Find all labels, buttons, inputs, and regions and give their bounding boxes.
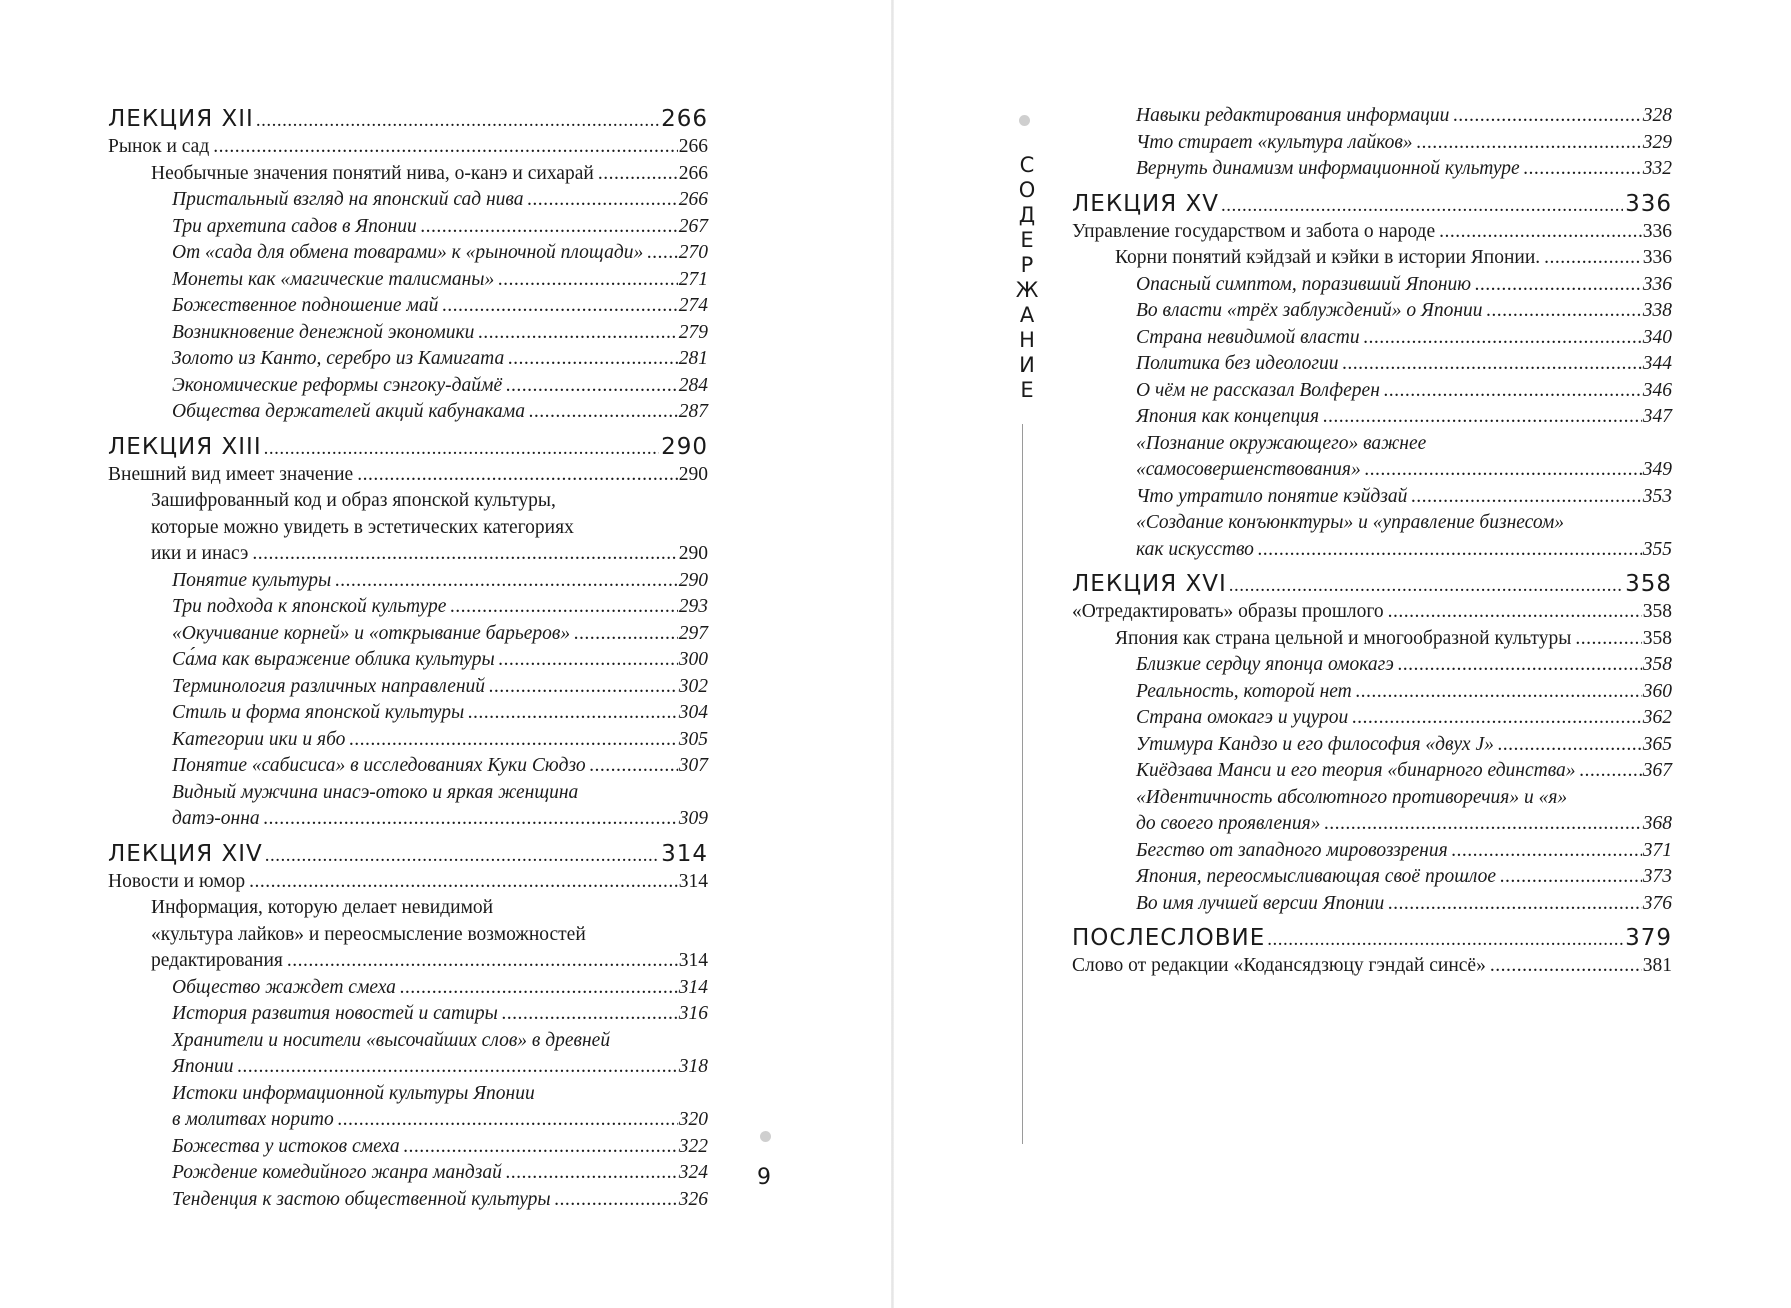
toc-entry-page: 318	[678, 1056, 708, 1077]
toc-entry-title: в молитвах норито	[172, 1109, 334, 1130]
toc-entry	[108, 399, 708, 426]
toc-entry	[1072, 626, 1672, 653]
toc-entry-page: 290	[678, 543, 708, 564]
toc-entry-page: 314	[678, 976, 708, 998]
toc-entry-title: Что утратило понятие кэйдзай	[1136, 485, 1408, 507]
dot-leader	[1580, 758, 1642, 785]
toc-entry-page: 336	[1642, 220, 1672, 242]
toc-entry-title: Япония как концепция	[1136, 406, 1320, 427]
toc-entry-page: 365	[1642, 733, 1672, 755]
toc-entry-page: 297	[678, 622, 708, 644]
toc-entry	[108, 1054, 708, 1081]
toc-entry	[1072, 891, 1672, 918]
lecture-heading	[1072, 569, 1672, 599]
toc-entry	[1072, 679, 1672, 706]
toc-entry-page: 279	[678, 321, 708, 343]
dot-leader	[1384, 378, 1642, 405]
dot-leader	[1365, 457, 1642, 484]
toc-entry	[108, 621, 708, 648]
toc-entry	[108, 1160, 708, 1187]
dot-leader	[421, 214, 678, 241]
toc-entry-page: 302	[678, 675, 708, 697]
toc-entry	[1072, 130, 1672, 157]
dot-leader	[598, 161, 678, 188]
decorative-dot-icon	[1019, 115, 1030, 126]
toc-entry-title: Новости и юмор	[108, 870, 246, 892]
toc-entry-page: 336	[1642, 273, 1672, 295]
toc-entry	[108, 187, 708, 214]
dot-leader	[1221, 191, 1623, 221]
dot-leader	[508, 346, 678, 373]
dot-leader	[502, 1001, 678, 1028]
dot-leader	[338, 1107, 678, 1134]
toc-entry-title: Японии	[172, 1056, 234, 1077]
toc-entry-title: Три подхода к японской культуре	[172, 596, 447, 617]
dot-leader	[528, 187, 678, 214]
dot-leader	[489, 674, 678, 701]
toc-entry	[1072, 864, 1672, 891]
side-title-letter: Н	[1019, 328, 1035, 352]
toc-entry	[108, 320, 708, 347]
toc-entry-title: Общества держателей акций кабунакама	[172, 401, 525, 422]
toc-entry-title: датэ-онна	[172, 808, 260, 829]
toc-entry-page: 305	[678, 728, 708, 750]
toc-entry	[108, 647, 708, 674]
toc-entry-title: Стиль и форма японской культуры	[172, 702, 465, 723]
toc-entry	[1072, 652, 1672, 679]
toc-entry	[108, 1107, 708, 1134]
dot-leader	[256, 106, 659, 136]
toc-entry-title: Рынок и сад	[108, 136, 210, 157]
dot-leader	[1490, 953, 1642, 980]
toc-entry-line: «Создание конъюнктуры» и «управление бизнесом»	[1136, 512, 1565, 533]
toc-entry	[1072, 103, 1672, 130]
lecture-heading	[1072, 923, 1672, 953]
dot-leader	[1487, 298, 1642, 325]
toc-entry-title: Япония как страна цельной и многообразной культуры	[1115, 627, 1572, 649]
side-title-letter: О	[1018, 178, 1036, 202]
dot-leader	[1475, 272, 1642, 299]
toc-entry-page: 328	[1642, 105, 1672, 126]
toc-entry-page: 353	[1642, 485, 1672, 507]
toc-entry-title: Управление государством и забота о народе	[1072, 220, 1436, 242]
dot-leader	[1364, 325, 1642, 352]
dot-leader	[442, 293, 677, 320]
toc-entry	[1072, 484, 1672, 511]
toc-entry-page: 349	[1642, 459, 1672, 480]
dot-leader	[1544, 245, 1642, 272]
dot-leader	[1323, 404, 1642, 431]
toc-entry-page: 362	[1642, 707, 1672, 728]
lecture-heading	[108, 839, 708, 869]
dot-leader	[555, 1187, 678, 1214]
toc-entry-page: 287	[678, 401, 708, 422]
toc-entry-title: Экономические реформы сэнгоку-даймё	[172, 374, 503, 396]
toc-entry	[1072, 219, 1672, 246]
toc-entry-page: 347	[1642, 406, 1672, 427]
toc-entry	[108, 568, 708, 595]
toc-entry-page: 355	[1642, 538, 1672, 560]
dot-leader	[506, 373, 678, 400]
lecture-page: 314	[661, 840, 708, 867]
toc-entry-title: до своего проявления»	[1136, 813, 1321, 834]
toc-entry-page: 329	[1642, 131, 1672, 153]
toc-entry-page: 293	[678, 596, 708, 617]
toc-entry-title: Категории ики и ябо	[172, 728, 346, 750]
dot-leader	[213, 134, 677, 161]
toc-entry	[1072, 272, 1672, 299]
toc-entry-title: История развития новостей и сатиры	[172, 1003, 498, 1024]
lecture-page: 266	[661, 106, 708, 132]
toc-left-column	[108, 102, 708, 1213]
toc-entry	[1072, 245, 1672, 272]
dot-leader	[1453, 103, 1641, 130]
toc-entry-title: Золото из Канто, серебро из Камигата	[172, 348, 505, 369]
lecture-title: ЛЕКЦИЯ XV	[1072, 190, 1219, 217]
toc-entry-title: Реальность, которой нет	[1136, 680, 1352, 702]
dot-leader	[238, 1054, 678, 1081]
toc-entry-title: Киёдзава Манси и его теория «бинарного единства»	[1136, 760, 1576, 781]
decorative-dot-icon	[760, 1131, 771, 1142]
toc-entry-line: «Познание окружающего» важнее	[1136, 432, 1427, 454]
toc-entry-page: 300	[678, 649, 708, 670]
lecture-title: ЛЕКЦИЯ XIII	[108, 433, 262, 460]
toc-entry-title: Возникновение денежной экономики	[172, 321, 475, 343]
dot-leader	[252, 541, 677, 568]
dot-leader	[499, 647, 678, 674]
lecture-heading	[108, 432, 708, 462]
lecture-heading	[108, 104, 708, 134]
toc-entry-page: 326	[678, 1188, 708, 1210]
dot-leader	[1388, 891, 1641, 918]
toc-entry-page: 267	[678, 215, 708, 237]
dot-leader	[264, 434, 659, 464]
dot-leader	[1452, 838, 1642, 865]
side-title-letter: Р	[1020, 253, 1034, 277]
dot-leader	[287, 948, 678, 975]
side-title-letter: И	[1019, 353, 1035, 377]
dot-leader	[468, 700, 678, 727]
lecture-title: ЛЕКЦИЯ XIV	[108, 840, 263, 867]
toc-entry	[1072, 732, 1672, 759]
toc-entry	[108, 753, 708, 780]
dot-leader	[1267, 925, 1623, 955]
toc-entry-page: 322	[678, 1135, 708, 1157]
toc-entry	[1072, 156, 1672, 183]
toc-entry	[108, 346, 708, 373]
side-title-letter: Е	[1020, 378, 1034, 402]
toc-entry-page: 309	[678, 808, 708, 829]
toc-entry-title: Опасный симптом, поразивший Японию	[1136, 273, 1472, 295]
toc-entry-title: Что стирает «культура лайков»	[1136, 131, 1413, 153]
toc-entry	[1072, 298, 1672, 325]
toc-entry-line: Видный мужчина инасэ-отоко и яркая женщина	[172, 781, 579, 803]
toc-entry-page: 316	[678, 1003, 708, 1024]
vertical-rule	[1022, 424, 1023, 1144]
toc-entry-page: 344	[1642, 353, 1672, 374]
dot-leader	[478, 320, 677, 347]
toc-entry	[1072, 457, 1672, 484]
toc-entry-page: 360	[1642, 680, 1672, 702]
dot-leader	[506, 1160, 678, 1187]
side-title-letter: Ж	[1015, 278, 1039, 302]
toc-entry-title: Монеты как «магические талисманы»	[172, 268, 495, 290]
toc-entry	[108, 134, 708, 161]
dot-leader	[264, 806, 678, 833]
toc-entry-page: 290	[678, 463, 708, 485]
dot-leader	[1258, 537, 1642, 564]
toc-entry	[1072, 325, 1672, 352]
toc-entry-page: 367	[1642, 760, 1672, 781]
toc-entry-page: 266	[678, 189, 708, 210]
toc-entry	[108, 1134, 708, 1161]
dot-leader	[647, 240, 678, 267]
toc-entry-page: 338	[1642, 300, 1672, 321]
toc-entry-page: 320	[678, 1109, 708, 1130]
toc-entry	[108, 674, 708, 701]
toc-entry-title: редактирования	[151, 950, 283, 971]
toc-entry-title: Пристальный взгляд на японский сад нива	[172, 189, 524, 210]
toc-entry-title: Во имя лучшей версии Японии	[1136, 892, 1385, 914]
dot-leader	[1439, 219, 1642, 246]
toc-entry-page: 271	[678, 268, 708, 290]
toc-entry	[108, 594, 708, 621]
dot-leader	[1343, 351, 1642, 378]
dot-leader	[357, 462, 678, 489]
dot-leader	[404, 1134, 678, 1161]
toc-entry	[1072, 537, 1672, 564]
toc-entry-page: 270	[678, 242, 708, 263]
toc-entry-line: Истоки информационной культуры Японии	[172, 1082, 535, 1104]
side-title-letter: Е	[1020, 228, 1034, 252]
toc-entry	[108, 161, 708, 188]
toc-entry	[108, 1001, 708, 1028]
dot-leader	[529, 399, 678, 426]
toc-entry	[108, 214, 708, 241]
toc-entry	[1072, 953, 1672, 980]
toc-entry	[108, 869, 708, 896]
toc-entry-title: Бегство от западного мировоззрения	[1136, 839, 1448, 861]
toc-entry	[1072, 351, 1672, 378]
side-title-letter: С	[1019, 153, 1035, 177]
lecture-page: 336	[1625, 190, 1672, 217]
toc-entry	[108, 727, 708, 754]
page-number: 9	[757, 1165, 771, 1190]
toc-entry-line: «Идентичность абсолютного противоречия» и «я»	[1136, 786, 1568, 808]
toc-entry-title: Внешний вид имеет значение	[108, 463, 354, 485]
dot-leader	[349, 727, 677, 754]
toc-entry	[108, 806, 708, 833]
toc-entry-title: ики и инасэ	[151, 543, 249, 564]
toc-entry-page: 336	[1642, 247, 1672, 268]
toc-entry	[108, 373, 708, 400]
toc-entry-page: 324	[678, 1162, 708, 1183]
toc-entry-title: «самосовершенствования»	[1136, 459, 1361, 480]
toc-entry	[108, 541, 708, 568]
toc-entry-title: О чём не рассказал Волферен	[1136, 379, 1380, 401]
dot-leader	[265, 841, 659, 871]
toc-entry	[108, 462, 708, 489]
toc-entry	[1072, 838, 1672, 865]
toc-entry-title: Слово от редакции «Кодансядзюцу гэндай синсё»	[1072, 955, 1486, 976]
toc-entry-title: Во власти «трёх заблуждений» о Японии	[1136, 300, 1483, 321]
toc-entry-page: 376	[1642, 892, 1672, 914]
lecture-title: ЛЕКЦИЯ XVI	[1072, 571, 1227, 597]
dot-leader	[1352, 705, 1641, 732]
toc-entry-page: 304	[678, 702, 708, 723]
lecture-page: 358	[1625, 571, 1672, 597]
toc-entry-page: 358	[1642, 654, 1672, 675]
toc-entry-title: Необычные значения понятий нива, о-канэ и сихарай	[151, 162, 594, 184]
toc-entry	[108, 293, 708, 320]
dot-leader	[1524, 156, 1642, 183]
toc-entry-line: Хранители и носители «высочайших слов» в древней	[172, 1029, 611, 1051]
lecture-page: 379	[1625, 925, 1672, 951]
toc-entry-title: Япония, переосмысливающая своё прошлое	[1136, 866, 1497, 887]
toc-entry-title: Общество жаждет смеха	[172, 976, 396, 998]
toc-entry-page: 281	[678, 348, 708, 369]
toc-entry	[108, 700, 708, 727]
toc-entry	[1072, 378, 1672, 405]
lecture-page: 290	[661, 433, 708, 460]
dot-leader	[335, 568, 677, 595]
lecture-heading	[1072, 189, 1672, 219]
dot-leader	[1388, 599, 1642, 626]
toc-entry-title: «Окучивание корней» и «открывание барьеров»	[172, 622, 571, 644]
toc-entry-page: 358	[1642, 601, 1672, 622]
toc-entry	[1072, 599, 1672, 626]
dot-leader	[1411, 484, 1641, 511]
dot-leader	[450, 594, 677, 621]
toc-entry-page: 290	[678, 569, 708, 591]
lecture-title: ПОСЛЕСЛОВИЕ	[1072, 925, 1266, 951]
toc-entry	[108, 267, 708, 294]
toc-entry-page: 371	[1642, 839, 1672, 861]
side-title-letter: Д	[1018, 203, 1036, 227]
dot-leader	[1500, 864, 1642, 891]
toc-entry-page: 358	[1642, 627, 1672, 649]
toc-entry-page: 332	[1642, 158, 1672, 179]
dot-leader	[498, 267, 678, 294]
dot-leader	[1498, 732, 1642, 759]
toc-entry-title: Близкие сердцу японца омокагэ	[1136, 654, 1394, 675]
dot-leader	[1229, 571, 1623, 601]
toc-entry-page: 307	[678, 755, 708, 776]
toc-entry-page: 340	[1642, 326, 1672, 348]
toc-entry-line: «культура лайков» и переосмысление возможностей	[151, 923, 586, 945]
toc-entry	[108, 948, 708, 975]
toc-entry-title: Политика без идеологии	[1136, 353, 1339, 374]
side-title-contents	[1012, 153, 1042, 403]
toc-entry-page: 381	[1642, 955, 1672, 976]
dot-leader	[590, 753, 678, 780]
toc-entry-page: 368	[1642, 813, 1672, 834]
toc-entry-title: Понятие «сабисиса» в исследованиях Куки Сюдзо	[172, 755, 586, 776]
toc-entry-title: Терминология различных направлений	[172, 675, 486, 697]
toc-entry-title: Са́ма как выражение облика культуры	[172, 649, 495, 670]
toc-entry	[1072, 811, 1672, 838]
toc-entry-title: Утимура Кандзо и его философия «двух J»	[1136, 733, 1494, 755]
toc-right-column	[1072, 103, 1672, 980]
toc-entry-title: Вернуть динамизм информационной культуре	[1136, 158, 1520, 179]
side-title-letter: А	[1019, 303, 1035, 327]
dot-leader	[1417, 130, 1642, 157]
toc-entry	[1072, 404, 1672, 431]
toc-entry-title: «Отредактировать» образы прошлого	[1072, 601, 1384, 622]
toc-entry-page: 266	[678, 162, 708, 184]
toc-entry-page: 274	[678, 295, 708, 316]
dot-leader	[1324, 811, 1641, 838]
toc-entry-title: Навыки редактирования информации	[1136, 105, 1450, 126]
toc-entry-title: Рождение комедийного жанра мандзай	[172, 1162, 502, 1183]
toc-entry-title: Корни понятий кэйдзай и кэйки в истории Японии.	[1115, 247, 1541, 268]
dot-leader	[574, 621, 678, 648]
dot-leader	[1398, 652, 1642, 679]
toc-entry-title: Понятие культуры	[172, 569, 332, 591]
toc-entry-line: Зашифрованный код и образ японской культуры,	[151, 490, 556, 511]
toc-entry-title: Тенденция к застою общественной культуры	[172, 1188, 551, 1210]
toc-entry-page: 284	[678, 374, 708, 396]
toc-entry-title: Страна омокагэ и уцурои	[1136, 707, 1349, 728]
toc-entry-title: Божества у истоков смеха	[172, 1135, 400, 1157]
toc-entry-title: как искусство	[1136, 538, 1254, 560]
toc-entry-title: От «сада для обмена товарами» к «рыночной площади»	[172, 242, 644, 263]
dot-leader	[1575, 626, 1641, 653]
toc-entry	[1072, 705, 1672, 732]
toc-entry	[108, 1187, 708, 1214]
toc-entry-page: 266	[678, 136, 708, 157]
dot-leader	[400, 975, 678, 1002]
toc-entry-page: 346	[1642, 379, 1672, 401]
toc-entry-line: которые можно увидеть в эстетических категориях	[151, 516, 574, 538]
dot-leader	[1356, 679, 1642, 706]
lecture-title: ЛЕКЦИЯ XII	[108, 106, 254, 132]
dot-leader	[249, 869, 678, 896]
toc-entry	[108, 240, 708, 267]
toc-entry-title: Божественное подношение май	[172, 295, 439, 316]
toc-entry	[108, 975, 708, 1002]
toc-entry-page: 314	[678, 870, 708, 892]
toc-entry-title: Три архетипа садов в Японии	[172, 215, 417, 237]
toc-entry-title: Страна невидимой власти	[1136, 326, 1360, 348]
toc-entry-page: 314	[678, 950, 708, 971]
toc-entry	[1072, 758, 1672, 785]
toc-entry-line: Информация, которую делает невидимой	[151, 897, 494, 918]
toc-entry-page: 373	[1642, 866, 1672, 887]
